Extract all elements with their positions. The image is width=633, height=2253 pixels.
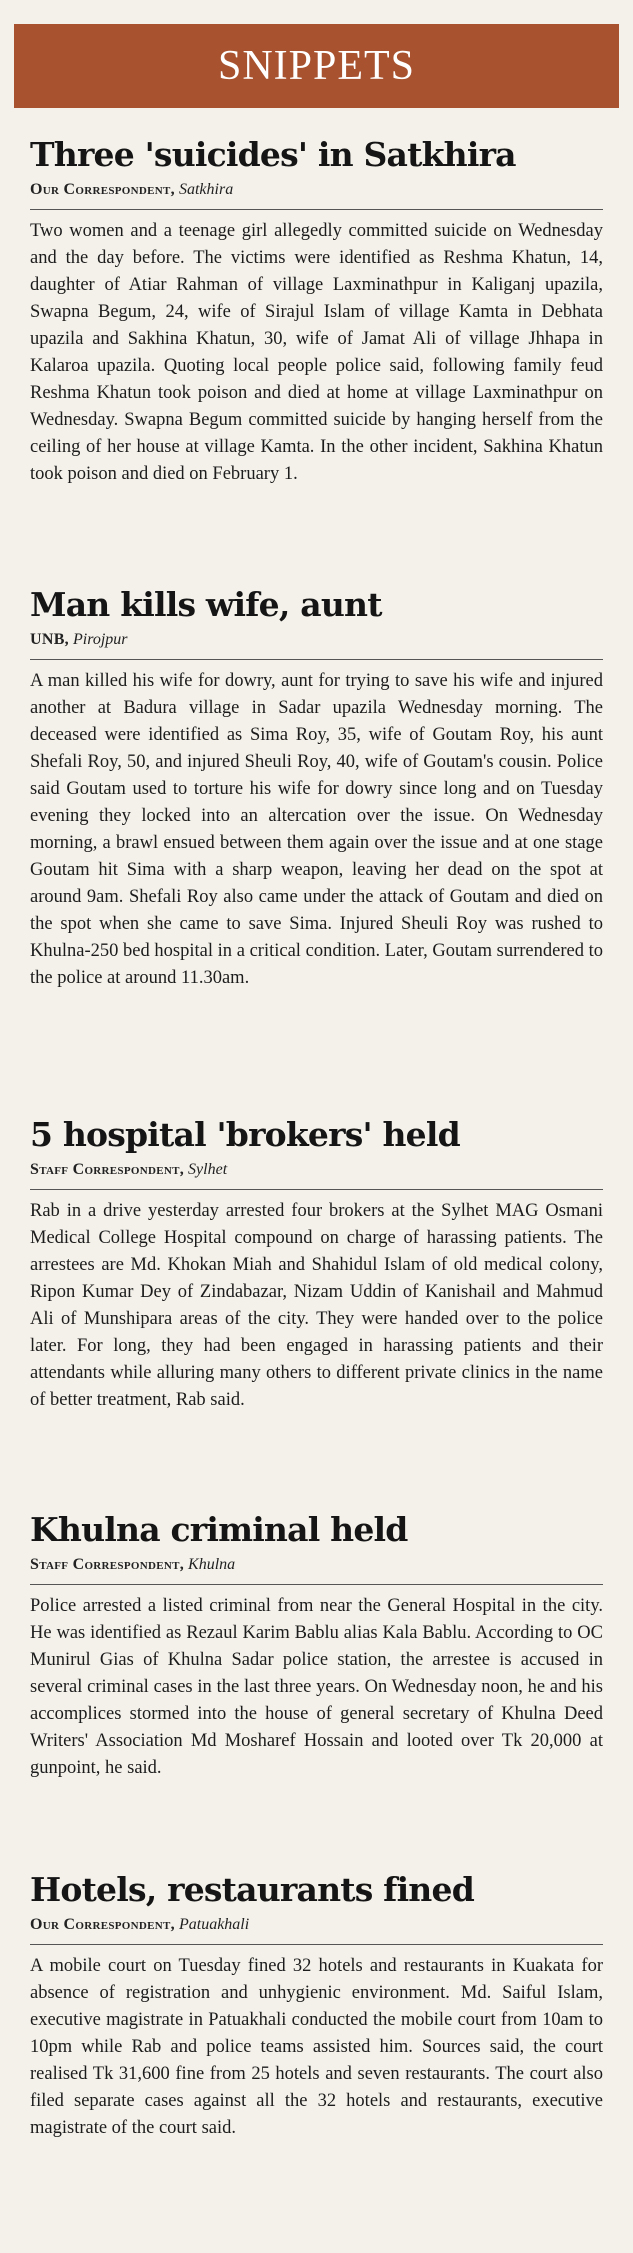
article-headline: 5 hospital 'brokers' held: [30, 1115, 460, 1154]
byline-source: Staff Correspondent,: [30, 1556, 185, 1573]
byline-source: Our Correspondent,: [30, 181, 175, 198]
article-byline: [30, 1161, 603, 1179]
article-headline: Hotels, restaurants fined: [30, 1870, 474, 1909]
article-body: Police arrested a listed criminal from near the General Hospital in the city. He was identified as Rezaul Karim Bablu alias Kala Bablu. According to OC Munirul Gias of Khulna Sadar police station, the arrestee is accused in several criminal cases in the last three years. On Wednesday noon, he and his accomplices stormed into the house of general secretary of Khulna Deed Writers' Association Md Mosharef Hossain and looted over Tk 20,000 at gunpoint, he said.: [30, 1596, 603, 1778]
article-man-kills-wife: [14, 585, 619, 992]
article-khulna-criminal: [14, 1510, 619, 1782]
divider: [30, 209, 603, 210]
divider: [30, 1944, 603, 1945]
byline-source: UNB,: [30, 631, 69, 648]
article-hotels-fined: [14, 1870, 619, 2142]
article-byline: [30, 1556, 603, 1574]
article-headline: Man kills wife, aunt: [30, 585, 382, 624]
byline-place: Pirojpur: [72, 631, 128, 648]
section-banner: [14, 24, 619, 108]
byline-place: Khulna: [188, 1556, 236, 1573]
byline-source: Staff Correspondent,: [30, 1161, 185, 1178]
article-byline: [30, 181, 603, 199]
byline-source: Our Correspondent,: [30, 1916, 175, 1933]
byline-place: Patuakhali: [178, 1916, 250, 1933]
article-headline: Khulna criminal held: [30, 1510, 408, 1549]
byline-place: Satkhira: [178, 181, 234, 198]
article-body: A man killed his wife for dowry, aunt for trying to save his wife and injured another at Badura village in Sadar upazila Wednesday morning. The deceased were identified as Sima Roy, 35, wife of Goutam Roy, his aunt Shefali Roy, 50, and injured Sheuli Roy, 40, wife of Goutam's cousin. Police said Goutam used to torture his wife for dowry since long and on Tuesday evening they locked into an altercation over the issue. On Wednesday morning, a brawl ensued between them again over the issue and at one stage Goutam hit Sima with a sharp weapon, leaving her dead on the spot at around 9am. Shefali Roy also came under the attack of Goutam and died on the spot when she came to save Sima. Injured Sheuli Roy was rushed to Khulna-250 bed hospital in a critical condition. Later, Goutam surrendered to the police at around 11.30am.: [30, 671, 603, 988]
article-satkhira-suicides: [14, 135, 619, 488]
divider: [30, 1584, 603, 1585]
byline-place: Sylhet: [188, 1161, 228, 1178]
article-body: Two women and a teenage girl allegedly committed suicide on Wednesday and the day before. The victims were identified as Reshma Khatun, 14, daughter of Atiar Rahman of village Laxminathpur in Kaliganj upazila, Swapna Begum, 24, wife of Sirajul Islam of village Kamta in Debhata upazila and Sakhina Khatun, 30, wife of Jamat Ali of village Jhhapa in Kalaroa upazila. Quoting local people police said, following family feud Reshma Khatun took poison and died at home at village Laxminathpur on Wednesday. Swapna Begum committed suicide by hanging herself from the ceiling of her house at village Kamta. In the other incident, Sakhina Khatun took poison and died on February 1.: [30, 221, 603, 484]
article-body: A mobile court on Tuesday fined 32 hotels and restaurants in Kuakata for absence of registration and unhygienic environment. Md. Saiful Islam, executive magistrate in Patuakhali conducted the mobile court from 10am to 10pm while Rab and police teams assisted him. Sources said, the court realised Tk 31,600 fine from 25 hotels and seven restaurants. The court also filed separate cases against all the 32 hotels and restaurants, executive magistrate of the court said.: [30, 1956, 603, 2138]
divider: [30, 659, 603, 660]
article-body: Rab in a drive yesterday arrested four brokers at the Sylhet MAG Osmani Medical College Hospital compound on charge of harassing patients. The arrestees are Md. Khokan Miah and Shahidul Islam of old medical colony, Ripon Kumar Dey of Zindabazar, Nizam Uddin of Kanishail and Mahmud Ali of Munshipara areas of the city. They were handed over to the police later. For long, they had been engaged in harassing patients and their attendants while alluring many others to different private clinics in the name of better treatment, Rab said.: [30, 1201, 603, 1410]
article-headline: Three 'suicides' in Satkhira: [30, 135, 516, 174]
article-byline: [30, 1916, 603, 1934]
divider: [30, 1189, 603, 1190]
section-title: SNIPPETS: [217, 43, 416, 89]
article-hospital-brokers: [14, 1115, 619, 1414]
article-byline: [30, 631, 603, 649]
